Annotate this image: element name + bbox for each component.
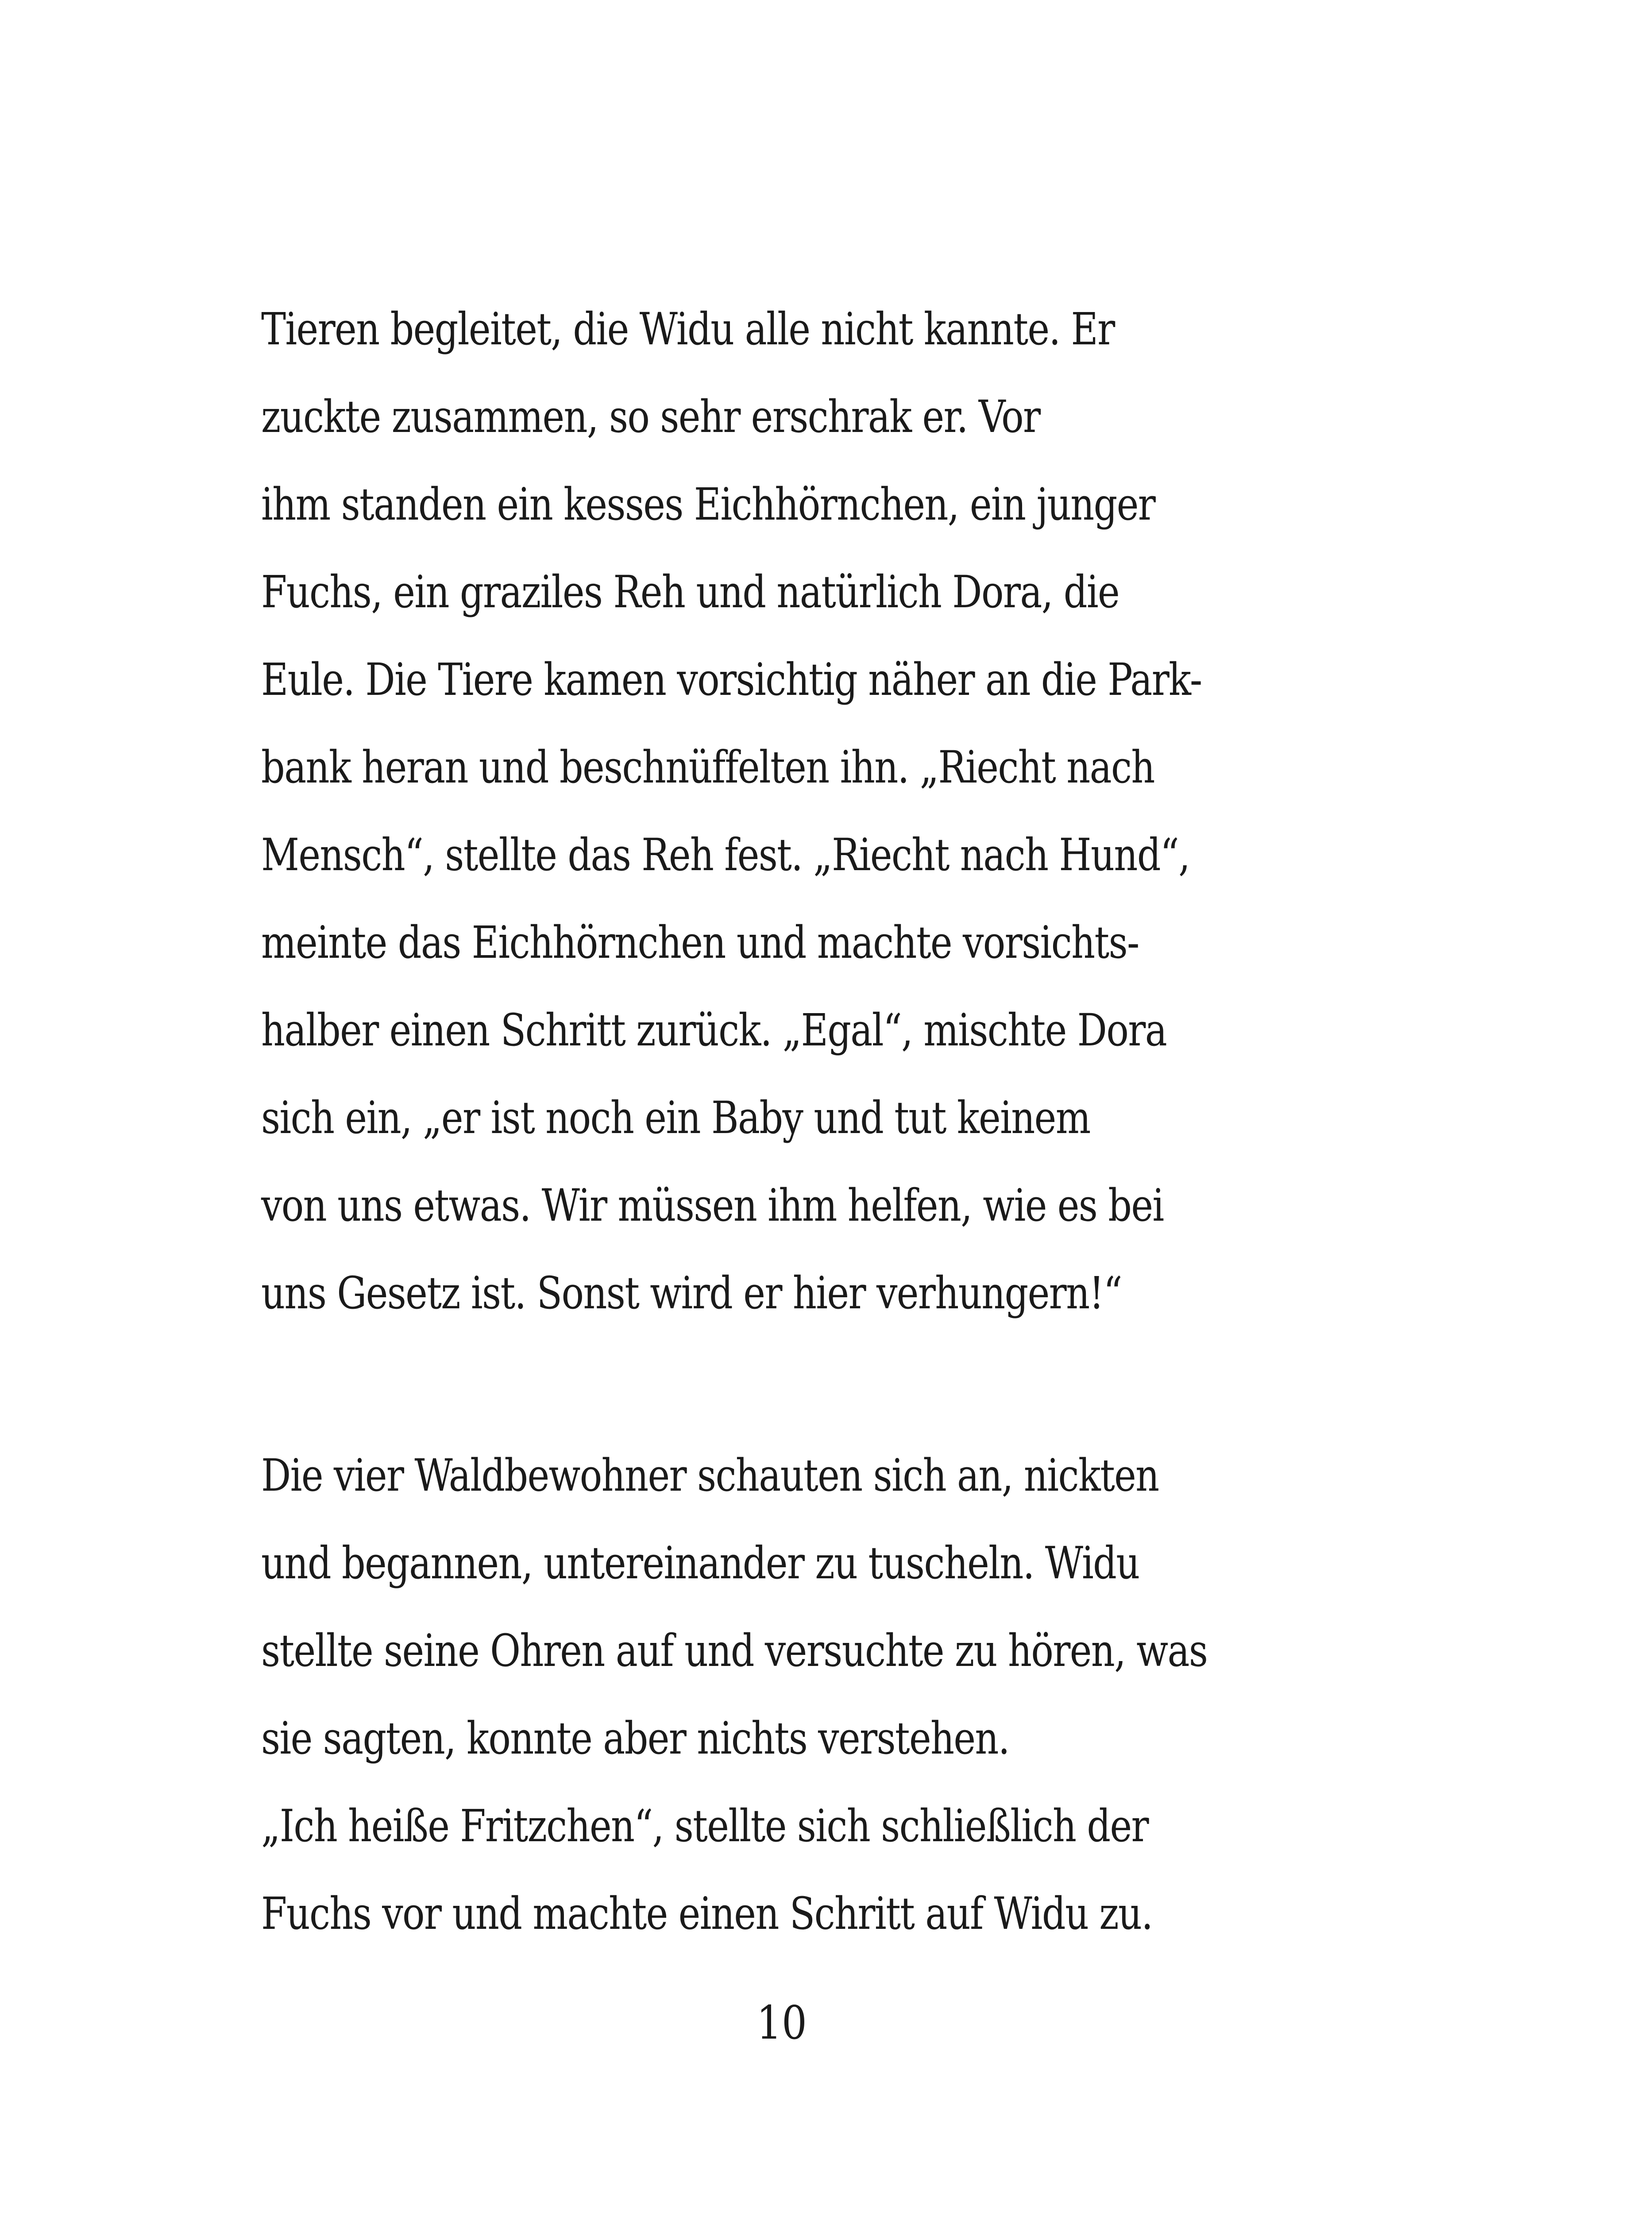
text-line: bank heran und beschnüffelten ihn. „Riecht nach bbox=[261, 741, 1154, 793]
text-line: meinte das Eichhörnchen und machte vorsichts- bbox=[261, 917, 1139, 968]
text-line: von uns etwas. Wir müssen ihm helfen, wie es bei bbox=[261, 1180, 1164, 1231]
paragraph-1 bbox=[261, 285, 1394, 1337]
text-line: halber einen Schritt zurück. „Egal“, mischte Dora bbox=[261, 1004, 1167, 1056]
text-line: zuckte zusammen, so sehr erschrak er. Vor bbox=[261, 391, 1040, 443]
text-line: ihm standen ein kesses Eichhörnchen, ein junger bbox=[261, 478, 1155, 530]
text-line: sich ein, „er ist noch ein Baby und tut keinem bbox=[261, 1092, 1090, 1144]
text-line: stellte seine Ohren auf und versuchte zu hören, was bbox=[261, 1625, 1208, 1677]
paragraph-2 bbox=[261, 1432, 1394, 1958]
text-line: Fuchs, ein graziles Reh und natürlich Dora, die bbox=[261, 566, 1119, 618]
text-line: Tieren begleitet, die Widu alle nicht kannte. Er bbox=[261, 303, 1115, 355]
text-line: uns Gesetz ist. Sonst wird er hier verhungern!“ bbox=[261, 1267, 1122, 1319]
text-line: Fuchs vor und machte einen Schritt auf Widu zu. bbox=[261, 1888, 1153, 1939]
text-line: und begannen, untereinander zu tuscheln. Widu bbox=[261, 1537, 1139, 1589]
text-line: Eule. Die Tiere kamen vorsichtig näher an die Park- bbox=[261, 654, 1202, 706]
page-number: 10 bbox=[757, 1996, 807, 2050]
text-line: „Ich heiße Fritzchen“, stellte sich schließlich der bbox=[261, 1800, 1148, 1852]
text-line: Mensch“, stellte das Reh fest. „Riecht nach Hund“, bbox=[261, 829, 1190, 881]
text-line: sie sagten, konnte aber nichts verstehen. bbox=[261, 1712, 1009, 1764]
text-line: Die vier Waldbewohner schauten sich an, nickten bbox=[261, 1450, 1159, 1501]
